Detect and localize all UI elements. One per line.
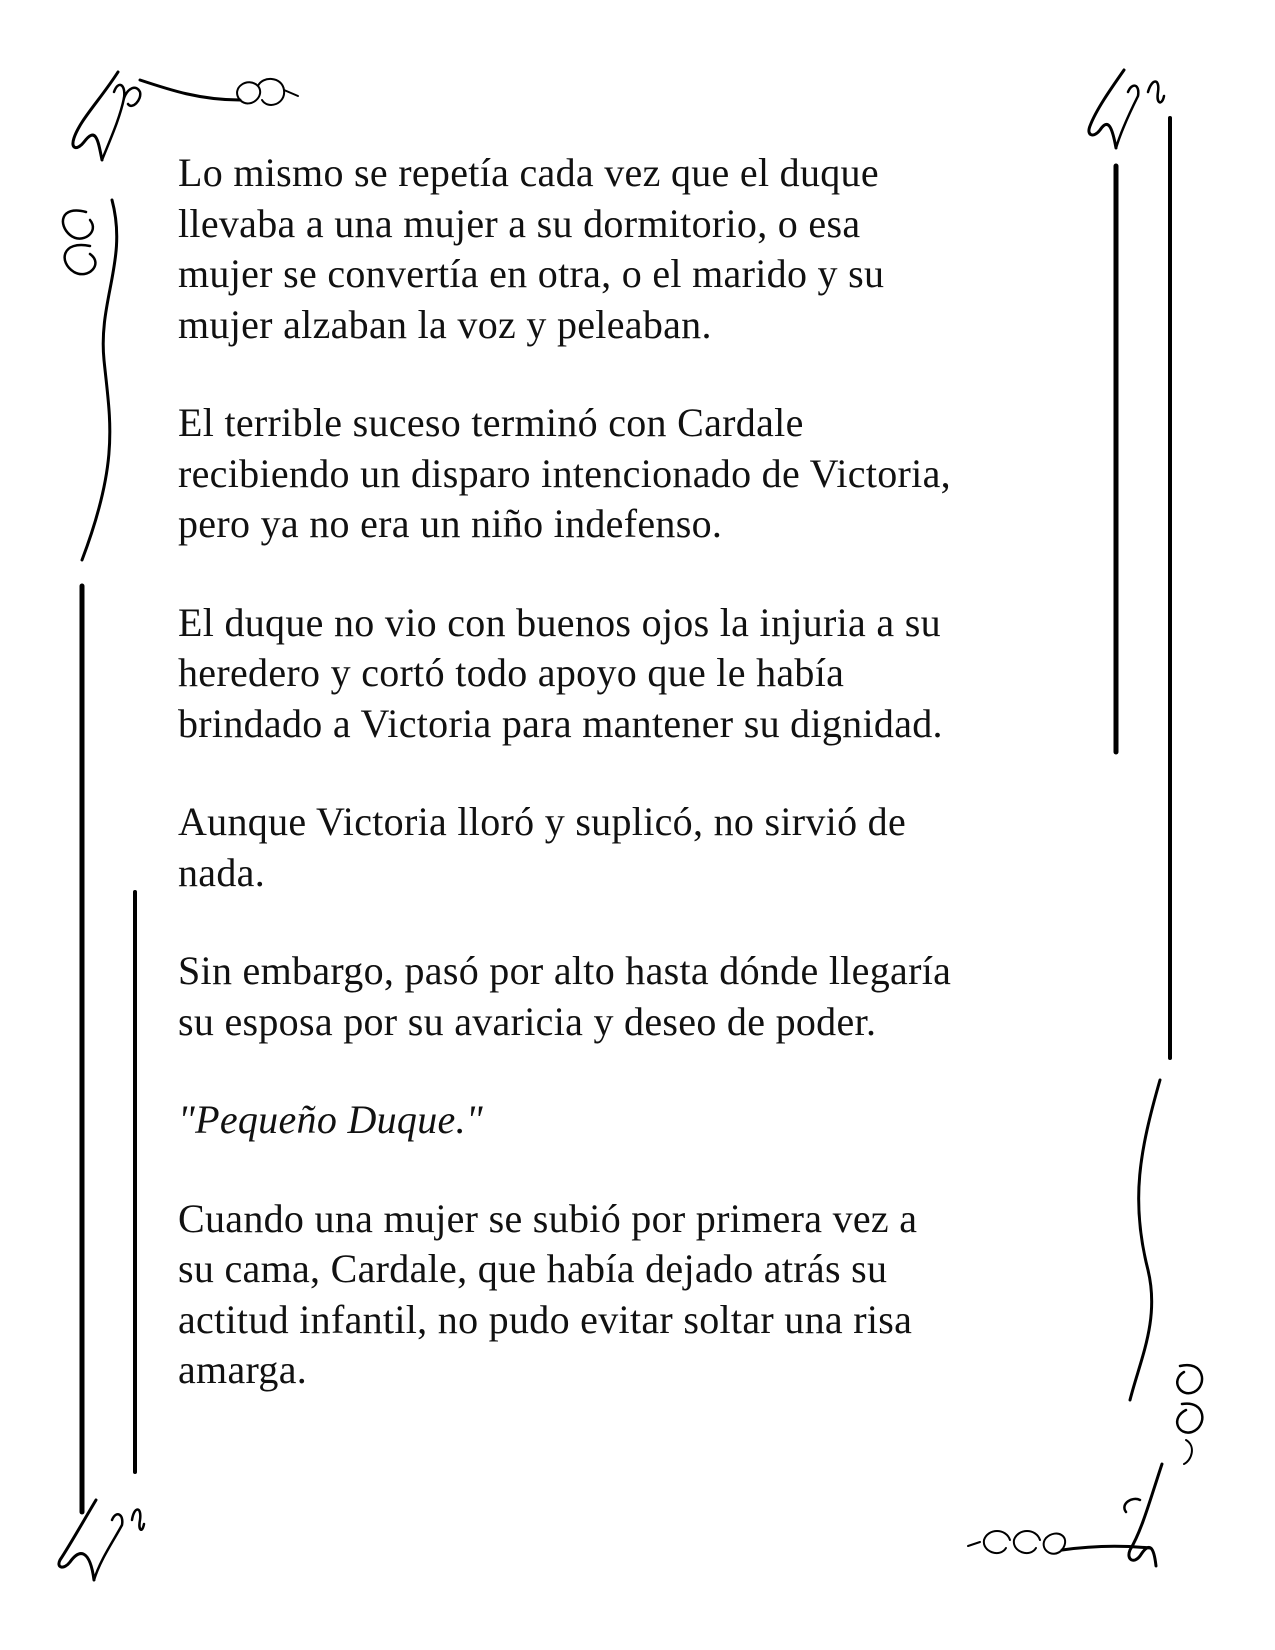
- story-text: [178, 148, 1108, 1444]
- paragraph-5: Sin embargo, pasó por alto hasta dónde llegaría su esposa por su avaricia y deseo de poder.: [178, 948, 952, 1044]
- paragraph-1: Lo mismo se repetía cada vez que el duque llevaba a una mujer a su dormitorio, o esa mujer se convertía en otra, o el marido y su mujer alzaban la voz y peleaban.: [178, 150, 885, 347]
- paragraph-2: El terrible suceso terminó con Cardale recibiendo un disparo intencionado de Victoria, pero ya no era un niño indefenso.: [178, 400, 951, 546]
- quote-paragraph: "Pequeño Duque.": [178, 1097, 483, 1142]
- paragraph-7: Cuando una mujer se subió por primera vez a su cama, Cardale, que había dejado atrás su actitud infantil, no pudo evitar soltar una risa amarga.: [178, 1195, 918, 1392]
- flourish-top-right-icon: [1089, 70, 1164, 148]
- flourish-bottom-left-icon: [59, 1500, 144, 1580]
- paragraph-4: Aunque Victoria lloró y suplicó, no sirvió de nada.: [178, 799, 907, 895]
- paragraph-3: El duque no vio con buenos ojos la injuria a su heredero y cortó todo apoyo que le había brindado a Victoria para mantener su dignidad.: [178, 599, 943, 746]
